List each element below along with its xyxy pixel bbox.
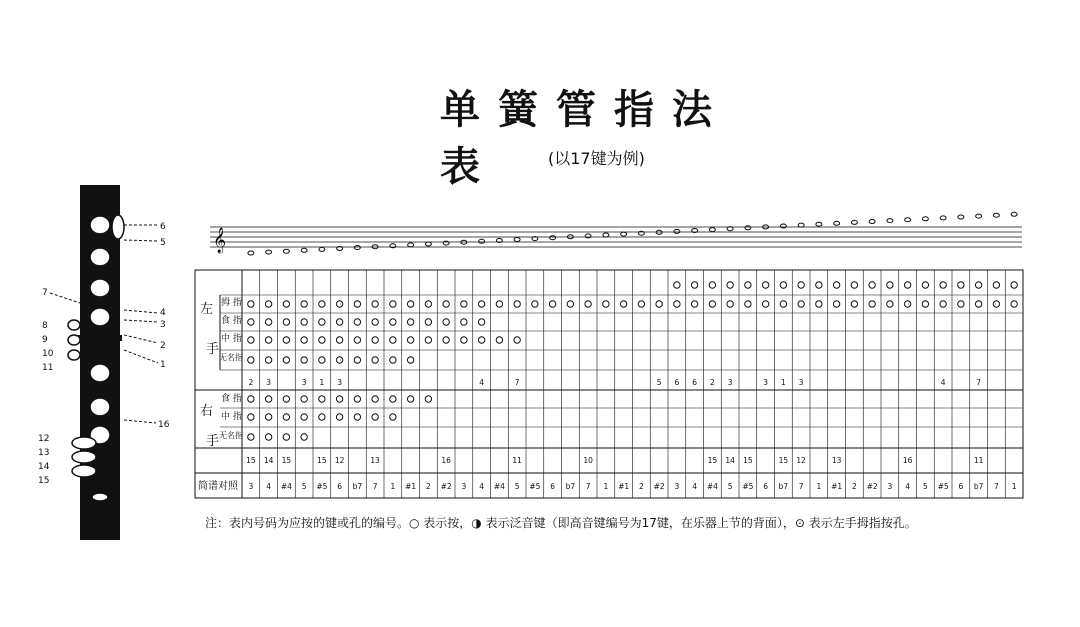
fingering-hole [354,301,360,307]
jianpu-value: 3 [674,482,680,491]
fingering-hole [336,319,342,325]
fingering-hole [567,301,573,307]
key-number-left: 3 [266,378,272,387]
jianpu-value: #2 [440,482,452,491]
fingering-hole [851,282,857,288]
staff-note [354,246,360,250]
jianpu-value: 1 [390,482,396,491]
fingering-hole [425,337,431,343]
fingering-hole [319,319,325,325]
fingering-hole [940,282,946,288]
fingering-hole [248,337,254,343]
jianpu-value: 6 [958,482,964,491]
staff-note [248,251,254,255]
staff-note [425,242,431,246]
key-number-right: 15 [707,456,718,465]
fingering-hole [354,337,360,343]
fingering-hole [745,301,751,307]
fingering-hole [975,282,981,288]
music-staff [210,227,1022,247]
fingering-hole [638,301,644,307]
jianpu-value: b7 [973,482,984,491]
fingering-hole [833,301,839,307]
key-number-left: 2 [248,378,254,387]
fingering-hole [301,357,307,363]
staff-note [816,222,822,226]
fingering-hole [248,301,254,307]
finger-label-thumb: 拇 指 [221,298,242,308]
jianpu-value: 5 [514,482,520,491]
key-number-left: 1 [780,378,786,387]
jianpu-value: 4 [266,482,272,491]
staff-note [1011,212,1017,216]
key-number-right: 16 [441,456,451,465]
key-number-right: 15 [317,456,327,465]
key-number-right: 11 [512,456,522,465]
fingering-hole [461,301,467,307]
fingering-hole [904,282,910,288]
key-number-left: 2 [709,378,715,387]
fingering-hole [461,337,467,343]
fingering-hole [301,434,307,440]
staff-note [674,229,680,233]
fingering-hole [443,301,449,307]
jianpu-value: 2 [425,482,431,491]
fingering-hole [265,396,271,402]
fingering-hole [833,282,839,288]
fingering-hole [248,434,254,440]
staff-note [603,233,609,237]
fingering-hole [265,434,271,440]
fingering-hole [390,414,396,420]
fingering-hole [301,319,307,325]
key-number-right: 10 [583,456,593,465]
fingering-hole [265,337,271,343]
key-number-right: 15 [743,456,753,465]
fingering-hole [620,301,626,307]
right-hand-label: 手 [206,434,220,449]
key-number-right: 13 [370,456,380,465]
jianpu-value: 7 [798,482,804,491]
jianpu-value: #4 [493,482,505,491]
clarinet-label: 11 [42,363,54,373]
key-number-right: 15 [246,456,256,465]
staff-note [266,250,272,254]
jianpu-value: 1 [603,482,609,491]
staff-note [745,226,751,230]
fingering-hole [674,301,680,307]
jianpu-value: 6 [763,482,769,491]
staff-note [408,243,414,247]
fingering-hole [727,301,733,307]
staff-note [709,228,715,232]
right-hand-label: 右 [200,404,214,419]
key-number-left: 6 [674,378,680,387]
staff-note [958,215,964,219]
fingering-hole [283,396,289,402]
fingering-hole [248,414,254,420]
fingering-hole [283,414,289,420]
jianpu-value: b7 [778,482,789,491]
finger-label-index: 食 指 [221,316,242,326]
key-number-left: 6 [692,378,698,387]
fingering-hole [407,396,413,402]
staff-note [905,218,911,222]
jianpu-value: 1 [816,482,822,491]
key-number-right: 15 [778,456,789,465]
jianpu-value: 3 [887,482,893,491]
jianpu-value: #5 [937,482,949,491]
staff-note [283,249,289,253]
fingering-hole [354,357,360,363]
key-number-right: 12 [334,456,345,465]
clarinet-label: 16 [158,420,170,430]
fingering-hole [869,282,875,288]
fingering-hole [372,319,378,325]
key-number-right: 15 [281,456,292,465]
fingering-hole [319,414,325,420]
jianpu-value: 5 [922,482,928,491]
fingering-hole [283,434,289,440]
fingering-hole [372,301,378,307]
jianpu-value: #2 [866,482,878,491]
fingering-hole [319,301,325,307]
staff-note [887,219,893,223]
finger-label-r-ring: 无名指 [219,431,243,440]
fingering-hole [390,319,396,325]
fingering-hole [780,301,786,307]
key-number-right: 14 [725,456,735,465]
fingering-hole [745,282,751,288]
key-number-left: 3 [798,378,804,387]
fingering-hole [514,337,520,343]
jianpu-value: #4 [706,482,718,491]
fingering-hole [780,282,786,288]
fingering-hole [336,301,342,307]
fingering-hole [585,301,591,307]
jianpu-value: #2 [653,482,665,491]
clarinet-label: 13 [38,448,50,458]
fingering-hole [390,357,396,363]
fingering-hole [762,301,768,307]
key-number-left: 7 [514,378,520,387]
fingering-hole [336,337,342,343]
key-number-left: 5 [656,378,662,387]
key-number-left: 4 [479,378,485,387]
fingering-hole [478,319,484,325]
staff-note [851,220,857,224]
clarinet-label: 14 [38,462,50,472]
fingering-hole [1011,301,1017,307]
fingering-hole [407,337,413,343]
staff-note [940,216,946,220]
key-number-right: 12 [796,456,806,465]
page-title: 单簧管指法表 [440,87,730,190]
clarinet-label: 15 [38,476,50,486]
fingering-hole [319,337,325,343]
key-number-left: 3 [337,378,343,387]
jianpu-label: 简谱对照 [198,481,238,492]
fingering-hole [798,282,804,288]
fingering-hole [709,282,715,288]
jianpu-value: 1 [1011,482,1017,491]
fingering-hole [993,282,999,288]
fingering-hole [887,301,893,307]
jianpu-value: 6 [550,482,556,491]
fingering-hole [407,301,413,307]
staff-note [976,214,982,218]
staff-note [621,232,627,236]
key-number-right: 11 [973,456,984,465]
fingering-hole [372,337,378,343]
fingering-hole [727,282,733,288]
finger-label-r-index: 食 指 [221,394,242,404]
fingering-hole [762,282,768,288]
fingering-hole [265,301,271,307]
fingering-hole [940,301,946,307]
jianpu-value: b7 [565,482,576,491]
key-number-left: 4 [940,378,946,387]
jianpu-value: 7 [993,482,999,491]
finger-label-ring: 无名指 [219,353,243,362]
staff-note [479,239,485,243]
finger-label-middle: 中 指 [221,334,242,344]
key-number-right: 13 [831,456,842,465]
fingering-hole [283,357,289,363]
fingering-hole [301,414,307,420]
fingering-hole [869,301,875,307]
fingering-hole [958,282,964,288]
key-number-left: 3 [763,378,769,387]
fingering-hole [336,414,342,420]
fingering-hole [407,357,413,363]
fingering-hole [798,301,804,307]
treble-clef-icon: 𝄞 [213,228,227,253]
fingering-hole [975,301,981,307]
fingering-hole [656,301,662,307]
fingering-hole [336,396,342,402]
fingering-hole [248,357,254,363]
fingering-hole [390,396,396,402]
key-number-right: 16 [902,456,913,465]
fingering-hole [390,301,396,307]
staff-note [993,213,999,217]
fingering-hole [1011,282,1017,288]
clarinet-label: 5 [160,238,166,248]
fingering-hole [549,301,555,307]
jianpu-value: #1 [405,482,417,491]
fingering-hole [691,282,697,288]
fingering-hole [407,319,413,325]
jianpu-value: 4 [479,482,485,491]
staff-note [869,220,875,224]
fingering-hole [532,301,538,307]
staff-note [798,223,804,227]
fingering-hole [922,282,928,288]
clarinet-label: 6 [160,222,166,232]
fingering-chart [190,205,1030,500]
fingering-hole [248,319,254,325]
clarinet-label: 1 [160,360,166,370]
fingering-hole [461,319,467,325]
key-number-left: 1 [319,378,325,387]
key-number-left: 7 [976,378,982,387]
jianpu-value: #5 [529,482,541,491]
jianpu-value: 5 [301,482,307,491]
jianpu-value: b7 [352,482,363,491]
fingering-hole [283,337,289,343]
fingering-hole [336,357,342,363]
jianpu-value: 4 [692,482,698,491]
fingering-hole [514,301,520,307]
fingering-hole [248,396,254,402]
fingering-hole [922,301,928,307]
jianpu-value: #1 [831,482,843,491]
jianpu-value: 3 [461,482,467,491]
staff-note [922,217,928,221]
fingering-hole [851,301,857,307]
fingering-hole [372,396,378,402]
jianpu-value: #4 [280,482,292,491]
fingering-hole [301,396,307,402]
fingering-hole [709,301,715,307]
left-hand-label: 手 [206,342,220,357]
fingering-hole [265,357,271,363]
jianpu-value: 5 [727,482,733,491]
key-number-left: 3 [727,378,733,387]
fingering-hole [319,357,325,363]
jianpu-value: #5 [316,482,328,491]
fingering-hole [496,301,502,307]
page-subtitle: (以17键为例) [548,149,645,168]
fingering-hole [354,319,360,325]
fingering-hole [691,301,697,307]
fingering-hole [283,301,289,307]
fingering-hole [603,301,609,307]
footnote: 注：表内号码为应按的键或孔的编号。○ 表示按，◑ 表示泛音键（即高音键编号为17键，在乐器上节的背面），⊙ 表示左手拇指按孔。 [205,516,917,530]
clarinet-label: 9 [42,335,48,345]
fingering-hole [478,337,484,343]
fingering-hole [478,301,484,307]
fingering-hole [265,319,271,325]
clarinet-label: 4 [160,308,166,318]
jianpu-value: 6 [337,482,343,491]
jianpu-value: 2 [638,482,644,491]
staff-note [319,247,325,251]
fingering-hole [265,414,271,420]
jianpu-value: 7 [372,482,378,491]
fingering-hole [993,301,999,307]
fingering-hole [958,301,964,307]
fingering-hole [354,396,360,402]
clarinet-label: 10 [42,349,54,359]
fingering-hole [674,282,680,288]
staff-note [514,238,520,242]
fingering-hole [372,414,378,420]
fingering-hole [301,301,307,307]
clarinet-label: 7 [42,288,48,298]
clarinet-label: 8 [42,321,48,331]
fingering-hole [425,301,431,307]
fingering-hole [443,319,449,325]
fingering-hole [425,396,431,402]
jianpu-value: #1 [618,482,630,491]
staff-notes [248,212,1017,255]
fingering-hole [816,301,822,307]
jianpu-value: #5 [742,482,754,491]
fingering-hole [372,357,378,363]
fingering-hole [301,337,307,343]
staff-note [834,221,840,225]
clarinet-label: 3 [160,320,166,330]
fingering-hole [425,319,431,325]
fingering-hole [816,282,822,288]
fingering-hole [390,337,396,343]
fingering-hole [283,319,289,325]
fingering-hole [496,337,502,343]
fingering-hole [443,337,449,343]
jianpu-value: 3 [248,482,254,491]
fingering-hole [887,282,893,288]
key-number-left: 3 [301,378,307,387]
key-number-right: 14 [263,456,274,465]
finger-label-r-middle: 中 指 [221,412,242,422]
jianpu-value: 2 [851,482,857,491]
clarinet-label: 12 [38,434,50,444]
jianpu-value: 7 [585,482,591,491]
fingering-hole [319,396,325,402]
staff-note [301,248,307,252]
fingering-hole [904,301,910,307]
clarinet-diagram [28,185,188,545]
left-hand-label: 左 [200,302,214,317]
staff-note [550,236,556,240]
clarinet-label: 2 [160,341,166,351]
jianpu-value: 4 [905,482,911,491]
fingering-hole [354,414,360,420]
